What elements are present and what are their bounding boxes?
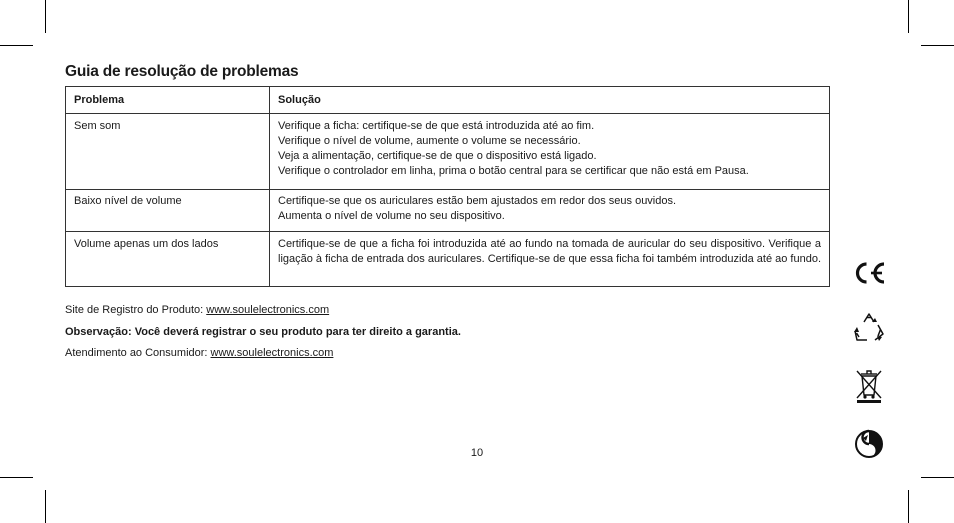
crop-mark <box>0 45 33 46</box>
ce-mark-icon <box>851 255 887 291</box>
table-row <box>66 190 830 232</box>
support-line <box>65 347 333 359</box>
registration-link[interactable]: www.soulelectronics.com <box>206 304 330 316</box>
weee-bin-icon <box>851 368 887 404</box>
green-dot-icon <box>851 426 887 462</box>
page-number: 10 <box>470 447 484 459</box>
observation-note: Observação: Você deverá registrar o seu produto para ter direito a garantia. <box>65 326 461 338</box>
support-link[interactable]: www.soulelectronics.com <box>210 347 334 359</box>
solution-line: Verifique a ficha: certifique-se de que está introduzida até ao fim. <box>278 120 595 132</box>
crop-mark <box>0 477 33 478</box>
problem-cell: Baixo nível de volume <box>66 190 270 232</box>
solution-line: Aumenta o nível de volume no seu dispositivo. <box>278 210 505 222</box>
column-header-problem: Problema <box>66 87 270 114</box>
table-row <box>66 114 830 190</box>
problem-cell: Volume apenas um dos lados <box>66 232 270 287</box>
troubleshooting-table <box>65 86 830 287</box>
support-label: Atendimento ao Consumidor: <box>65 347 211 359</box>
table-row <box>66 232 830 287</box>
registration-label: Site de Registro do Produto: <box>65 304 207 316</box>
solution-cell: Certifique-se de que a ficha foi introduzida até ao fundo na tomada de auricular do seu dispositivo. Verifique a ligação à ficha de entrada dos auriculares. Certifique-se de que essa ficha foi também introduzida até ao fundo. <box>270 232 830 287</box>
crop-mark <box>921 477 954 478</box>
column-header-solution: Solução <box>270 87 830 114</box>
problem-cell: Sem som <box>66 114 270 190</box>
table-header-row <box>66 87 830 114</box>
crop-mark <box>45 490 46 523</box>
registration-line <box>65 304 329 316</box>
solution-cell <box>270 190 830 232</box>
recycle-icon <box>851 310 887 346</box>
crop-mark <box>921 45 954 46</box>
solution-line: Veja a alimentação, certifique-se de que o dispositivo está ligado. <box>278 150 597 162</box>
solution-line: Verifique o controlador em linha, prima o botão central para se certificar que não está em Pausa. <box>278 165 749 177</box>
crop-mark <box>908 0 909 33</box>
crop-mark <box>45 0 46 33</box>
solution-cell <box>270 114 830 190</box>
solution-line: Verifique o nível de volume, aumente o volume se necessário. <box>278 135 581 147</box>
page-title: Guia de resolução de problemas <box>65 63 299 80</box>
solution-line: Certifique-se que os auriculares estão bem ajustados em redor dos seus ouvidos. <box>278 195 677 207</box>
crop-mark <box>908 490 909 523</box>
